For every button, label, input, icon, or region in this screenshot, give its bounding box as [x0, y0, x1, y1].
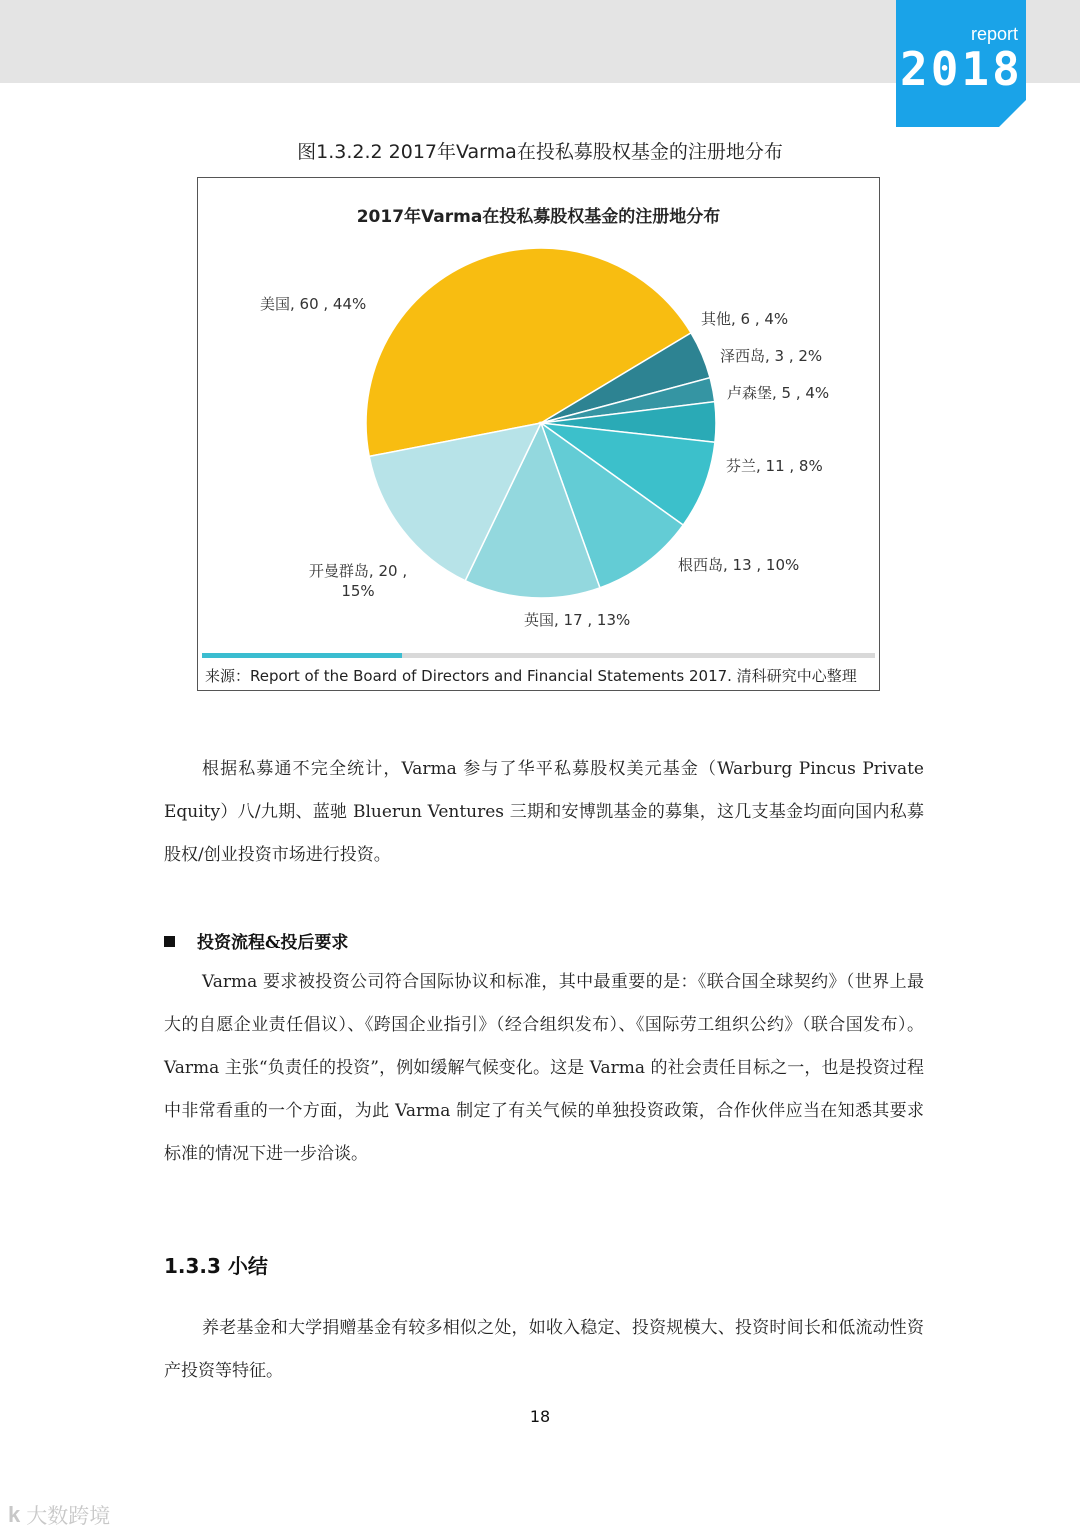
- label-jersey: 泽西岛, 3 , 2%: [720, 347, 823, 365]
- label-other: 其他, 6 , 4%: [701, 310, 789, 328]
- pie-chart-figure: [197, 177, 880, 691]
- section-heading-text: 投资流程&投后要求: [197, 933, 349, 953]
- report-year: 2018: [900, 42, 1023, 96]
- label-cayman-percent: 15%: [341, 582, 375, 600]
- subsection-heading: 1.3.3 小结: [164, 1254, 268, 1278]
- page-number: 18: [529, 1407, 551, 1426]
- source-note: 来源：Report of the Board of Directors and Financial Statements 2017. 清科研究中心整理: [205, 667, 857, 685]
- label-luxembourg: 卢森堡, 5 , 4%: [727, 384, 830, 402]
- label-guernsey: 根西岛, 13 , 10%: [678, 556, 800, 574]
- chart-title: 2017年Varma在投私募股权基金的注册地分布: [356, 207, 721, 227]
- section-heading: [164, 928, 348, 953]
- source-separator-accent: [202, 653, 402, 658]
- label-uk: 英国, 17 , 13%: [524, 611, 631, 629]
- paragraph-2: Varma 要求被投资公司符合国际协议和标准，其中最重要的是：《联合国全球契约》（世界上最大的自愿企业责任倡议）、《跨国企业指引》（经合组织发布）、《国际劳工组织公约》（联合国发布）。Varma 主张“负责任的投资”，例如缓解气候变化。这是 Varma 的社会责任目标之一，也是投资过程中非常看重的一个方面，为此 Varma 制定了有关气候的单独投资政策，合作伙伴应当在知悉其要求标准的情况下进一步洽谈。: [164, 972, 924, 1164]
- paragraph-3: 养老基金和大学捐赠基金有较多相似之处，如收入稳定、投资规模大、投资时间长和低流动性资产投资等特征。: [164, 1318, 924, 1381]
- watermark-logo-icon: k: [8, 1502, 21, 1527]
- label-finland: 芬兰, 11 , 8%: [726, 457, 823, 475]
- label-cayman-value: 20: [378, 562, 398, 580]
- watermark: [8, 1500, 110, 1530]
- label-usa: 美国, 60 , 44%: [260, 295, 367, 313]
- report-2018-badge: [896, 0, 1026, 127]
- figure-caption: 图1.3.2.2 2017年Varma在投私募股权基金的注册地分布: [297, 141, 783, 163]
- watermark-text: 大数跨境: [26, 1504, 111, 1528]
- label-cayman: 开曼群岛, 20 , 15%: [308, 562, 408, 600]
- square-bullet-icon: [164, 936, 175, 947]
- source-separator: [202, 653, 875, 658]
- label-cayman-name: 开曼群岛: [308, 562, 369, 580]
- report-label: report: [970, 24, 1018, 44]
- paragraph-1: 根据私募通不完全统计，Varma 参与了华平私募股权美元基金（Warburg Pincus Private Equity）八/九期、蓝驰 Bluerun Ventures 三期和安博凯基金的募集，这几支基金均面向国内私募股权/创业投资市场进行投资。: [164, 759, 924, 865]
